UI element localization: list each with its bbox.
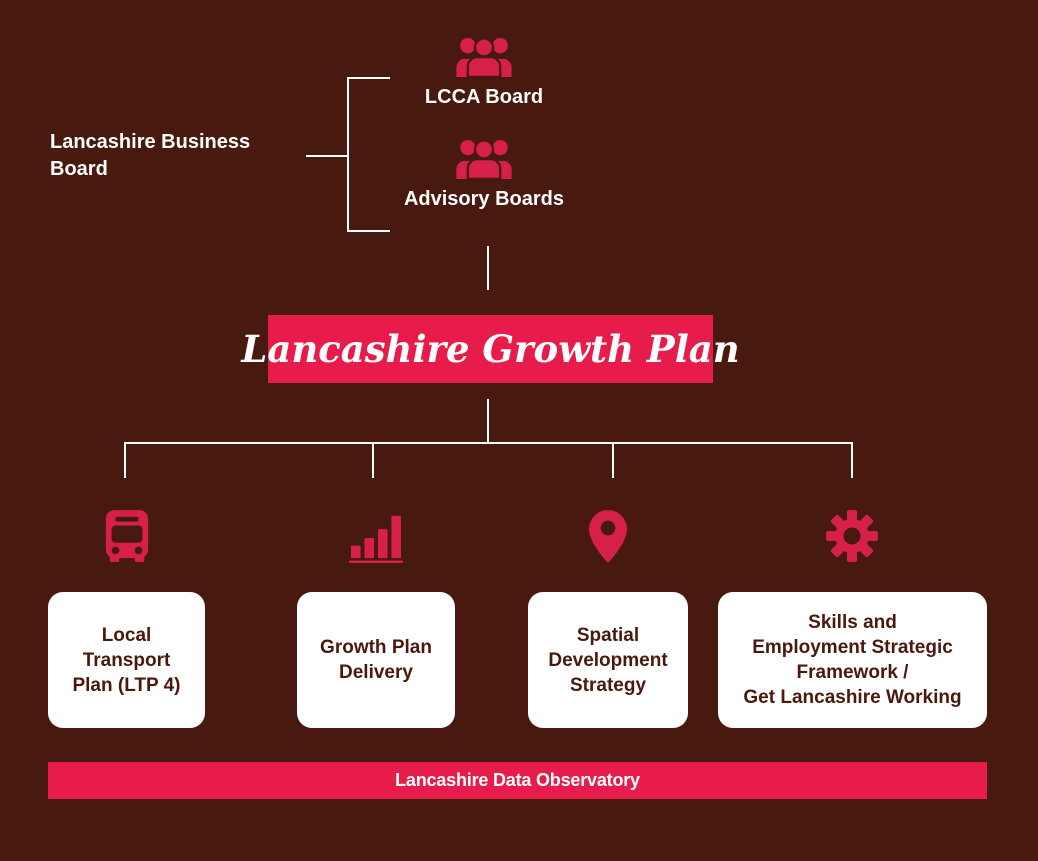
card-line: Get Lancashire Working xyxy=(743,687,962,708)
card-growth-plan-delivery xyxy=(297,592,455,728)
card-line: Framework / xyxy=(796,662,909,683)
business-board-line2: Board xyxy=(50,158,108,180)
bar-chart-icon xyxy=(349,511,403,563)
card-local-transport-plan xyxy=(48,592,205,728)
people-group-icon xyxy=(455,37,513,77)
connector-branch-drop-4 xyxy=(851,442,853,478)
card-line: Growth Plan xyxy=(320,637,432,658)
card-line: Plan (LTP 4) xyxy=(72,674,181,696)
connector-branch-drop-1 xyxy=(124,442,126,478)
connector-bracket-vertical xyxy=(347,77,349,232)
gear-icon xyxy=(826,510,878,562)
connector-bracket-top xyxy=(347,77,390,79)
card-skills-employment-framework xyxy=(718,592,987,728)
business-board-line1: Lancashire Business xyxy=(50,131,251,153)
card-line: Skills and xyxy=(808,612,897,633)
card-line: Delivery xyxy=(339,662,413,683)
connector-plan-down xyxy=(487,399,489,443)
connector-business-board-horizontal xyxy=(306,155,348,157)
connector-branch-drop-3 xyxy=(612,442,614,478)
card-line: Development xyxy=(548,649,668,671)
lancashire-business-board-label xyxy=(50,129,250,183)
card-line: Transport xyxy=(82,649,171,671)
connector-boards-to-plan xyxy=(487,246,489,290)
card-line: Local xyxy=(101,624,152,646)
card-spatial-development-strategy xyxy=(528,592,688,728)
people-group-icon xyxy=(455,139,513,179)
connector-branch-drop-2 xyxy=(372,442,374,478)
lancashire-data-observatory-banner xyxy=(48,762,987,799)
growth-plan-title: Lancashire Growth Plan xyxy=(241,327,740,371)
lancashire-growth-plan-box xyxy=(241,315,740,383)
advisory-boards-label: Advisory Boards xyxy=(403,188,565,210)
card-line: Employment Strategic xyxy=(752,637,953,658)
connector-bracket-bottom xyxy=(347,230,390,232)
bus-icon xyxy=(102,510,152,564)
card-line: Strategy xyxy=(569,674,647,696)
card-line: Spatial xyxy=(576,624,640,646)
lcca-board-label: LCCA Board xyxy=(424,86,544,108)
map-pin-icon xyxy=(589,508,627,565)
connector-branch-horizontal xyxy=(124,442,853,444)
banner-label: Lancashire Data Observatory xyxy=(395,770,640,790)
